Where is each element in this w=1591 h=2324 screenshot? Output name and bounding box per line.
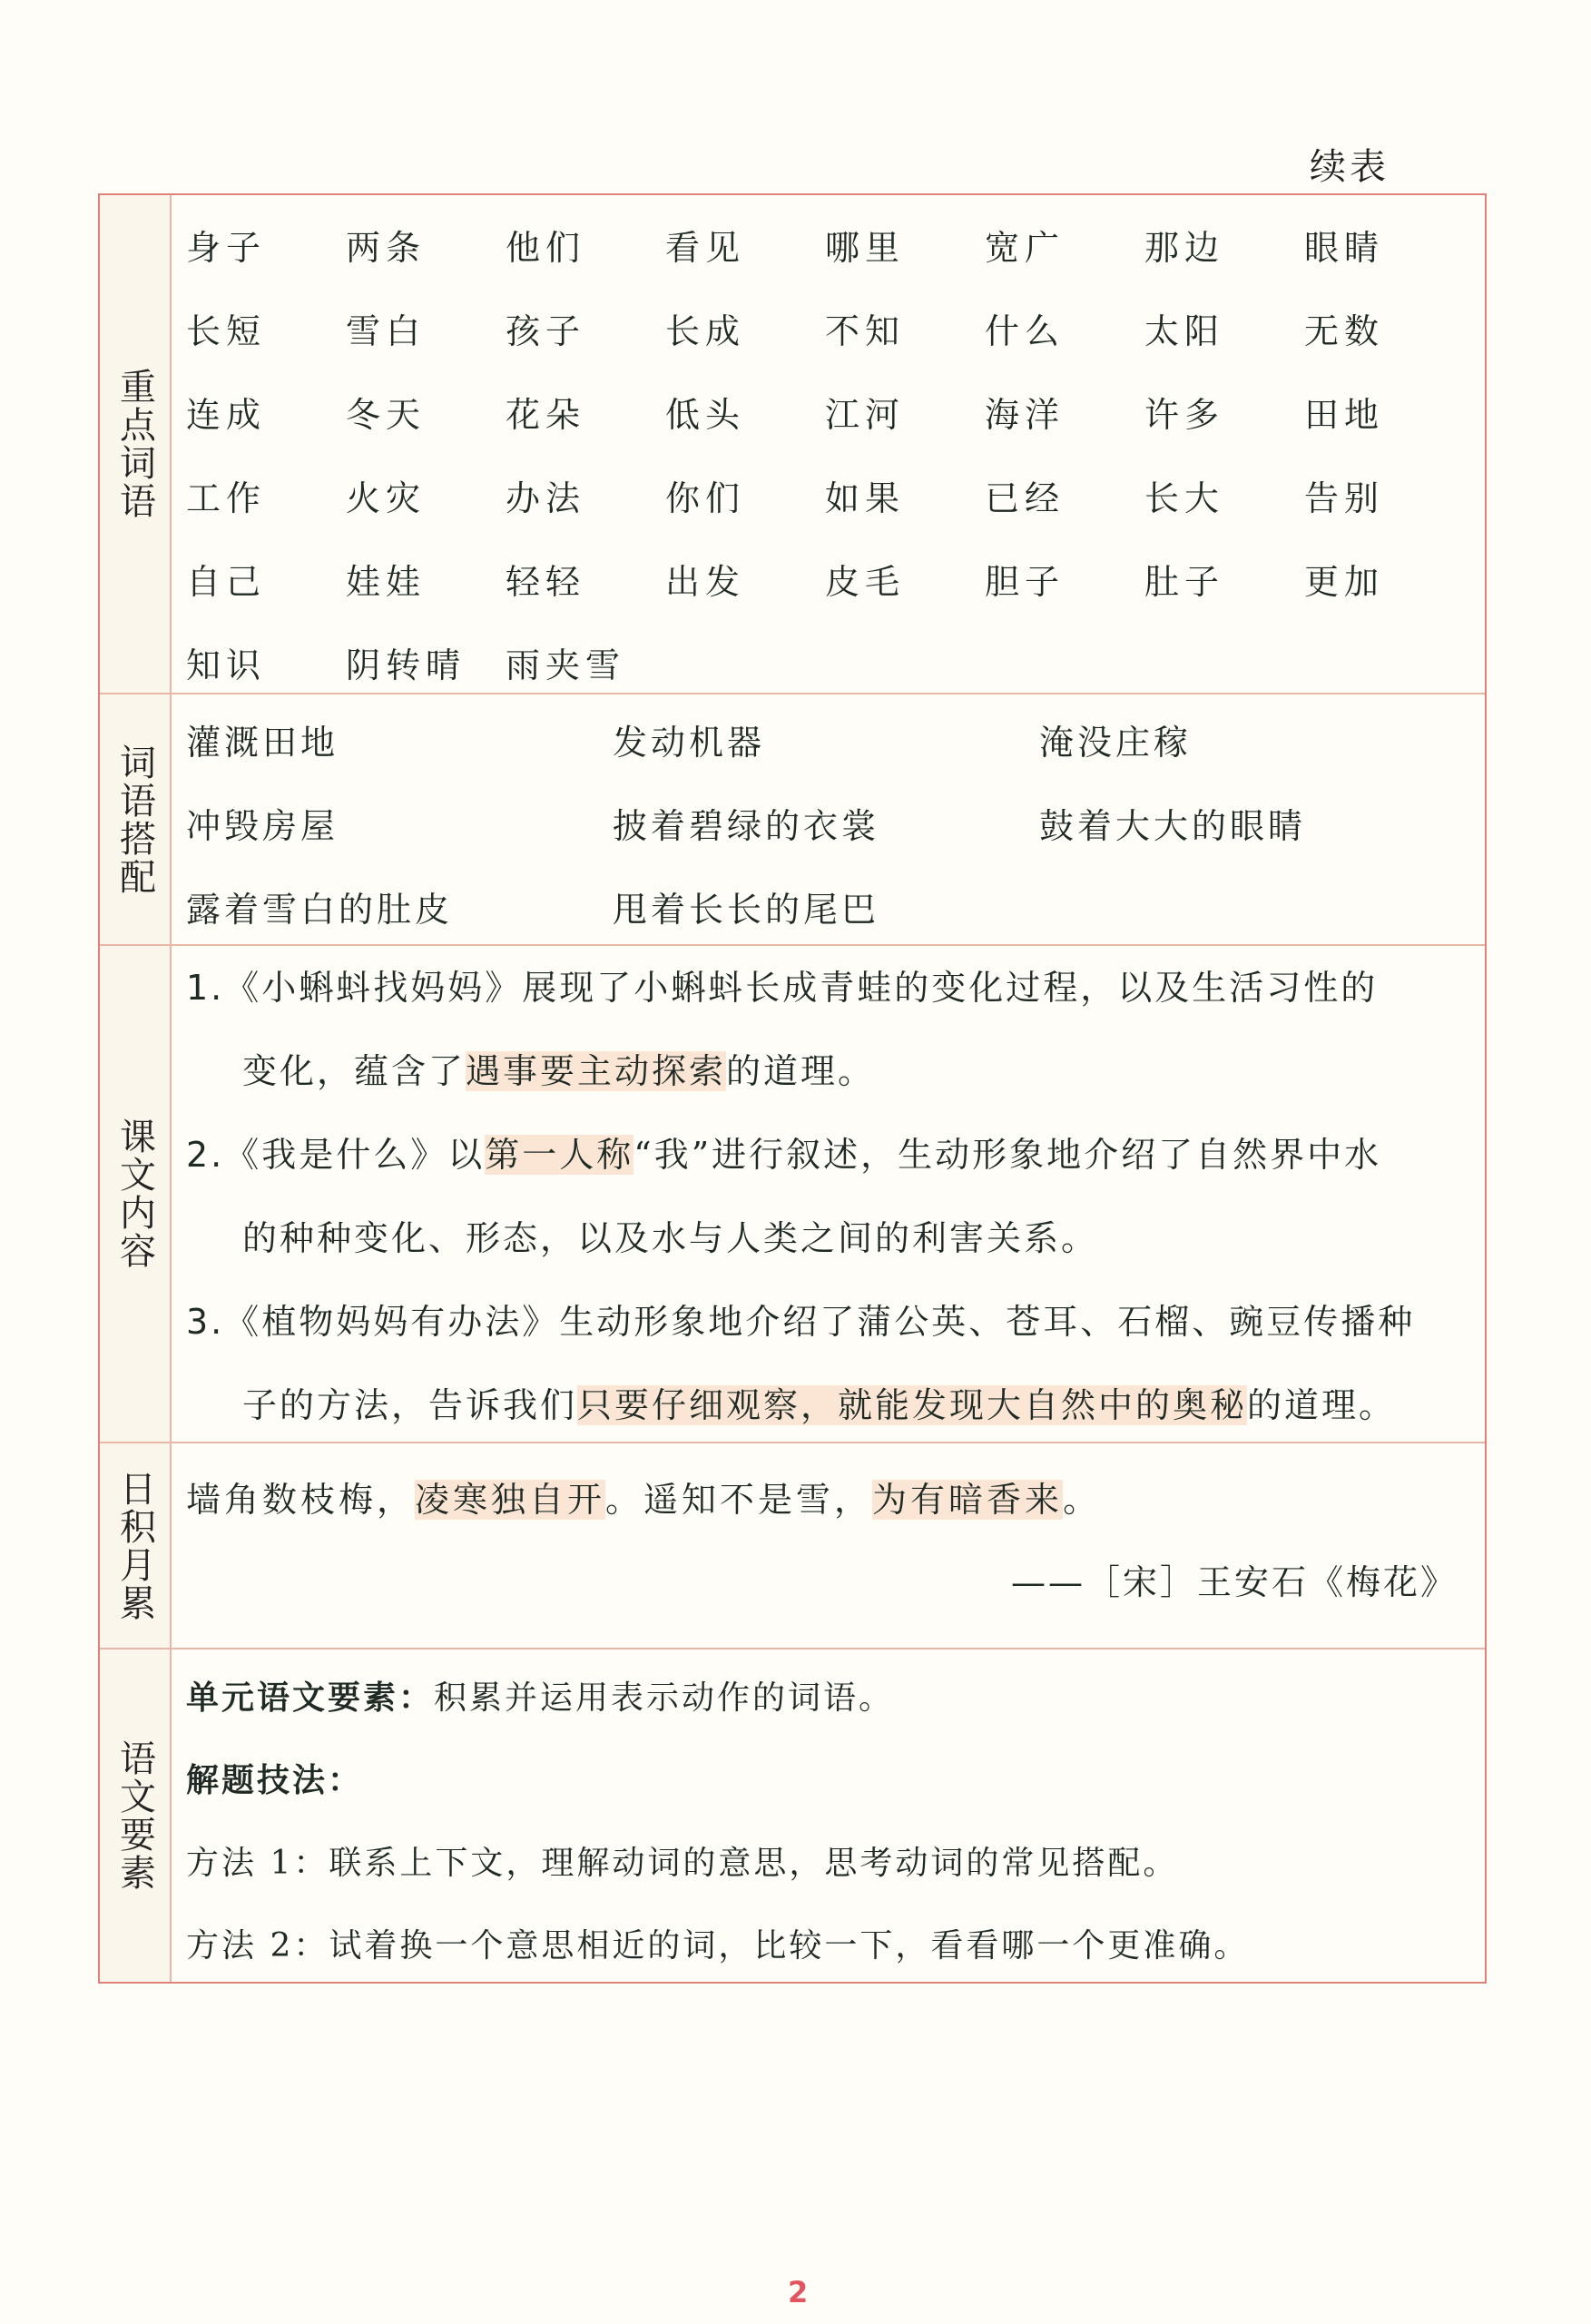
key-word: 看见 [665, 228, 746, 268]
lesson-summary-2-cont: 的种种变化、形态，以及水与人类之间的利害关系。 [242, 1218, 1099, 1258]
unit-element-title: 单元语文要素： [186, 1679, 435, 1717]
key-word: 阴转晴 [346, 645, 466, 685]
key-word: 无数 [1304, 311, 1385, 351]
key-words-row [100, 195, 1485, 694]
key-word: 花朵 [506, 395, 586, 435]
key-word: 工作 [186, 478, 267, 518]
daily-accumulation-content [186, 1443, 1467, 1648]
language-elements-content [186, 1649, 1467, 1982]
summary-table [98, 193, 1487, 1984]
key-word: 娃娃 [346, 562, 427, 602]
lesson-summary-2: 2.《我是什么》以第一人称“我”进行叙述，生动形象地介绍了自然界中水 [186, 1135, 1382, 1175]
collocation-item: 披着碧绿的衣裳 [613, 806, 880, 846]
text-content-label: 课文内容 [113, 1118, 156, 1270]
key-word: 皮毛 [825, 562, 906, 602]
unit-element: 单元语文要素：积累并运用表示动作的词语。 [186, 1679, 895, 1717]
method-1: 方法 1：联系上下文，理解动词的意思，思考动词的常见搭配。 [186, 1845, 1179, 1882]
key-word: 太阳 [1144, 311, 1225, 351]
technique-title: 解题技法： [186, 1762, 364, 1799]
daily-accumulation-label: 日积月累 [113, 1469, 156, 1622]
key-word: 冬天 [346, 395, 427, 435]
key-word: 雪白 [346, 311, 427, 351]
key-word: 那边 [1144, 228, 1225, 268]
key-words-content [186, 195, 1467, 693]
key-words-label-cell [100, 195, 172, 693]
daily-accumulation-row [100, 1443, 1485, 1649]
collocation-item: 淹没庄稼 [1039, 723, 1193, 763]
poem-text: 墙角数枝梅，凌寒独自开。遥知不是雪，为有暗香来。 [186, 1480, 1102, 1520]
key-word: 知识 [186, 645, 267, 685]
text-content-row [100, 946, 1485, 1443]
key-word: 孩子 [506, 311, 586, 351]
collocation-item: 鼓着大大的眼睛 [1039, 806, 1307, 846]
key-word: 告别 [1304, 478, 1385, 518]
collocation-item: 发动机器 [613, 723, 766, 763]
key-word: 两条 [346, 228, 427, 268]
key-word: 低头 [665, 395, 746, 435]
key-word: 什么 [985, 311, 1066, 351]
key-word: 自己 [186, 562, 267, 602]
key-word: 宽广 [985, 228, 1066, 268]
method-2: 方法 2：试着换一个意思相近的词，比较一下，看看哪一个更准确。 [186, 1927, 1250, 1965]
key-word: 许多 [1144, 395, 1225, 435]
language-elements-label: 语文要素 [113, 1739, 156, 1892]
collocations-content [186, 694, 1467, 944]
key-word: 长大 [1144, 478, 1225, 518]
collocations-grid [186, 694, 1467, 963]
key-word: 他们 [506, 228, 586, 268]
highlight: 凌寒独自开 [415, 1480, 606, 1520]
collocation-item: 甩着长长的尾巴 [613, 890, 880, 930]
key-word: 长短 [186, 311, 267, 351]
key-word: 连成 [186, 395, 267, 435]
key-word: 身子 [186, 228, 267, 268]
lesson-summary-1-cont: 变化，蕴含了遇事要主动探索的道理。 [242, 1051, 876, 1091]
language-elements-label-cell [100, 1649, 172, 1982]
collocations-label-cell [100, 694, 172, 944]
highlight: 为有暗香来 [872, 1480, 1064, 1520]
key-word: 哪里 [825, 228, 906, 268]
key-word: 更加 [1304, 562, 1385, 602]
key-word: 火灾 [346, 478, 427, 518]
daily-accumulation-label-cell [100, 1443, 172, 1648]
collocations-row [100, 694, 1485, 946]
key-word: 眼睛 [1304, 228, 1385, 268]
key-words-grid [186, 195, 1467, 719]
collocation-item: 露着雪白的肚皮 [186, 890, 454, 930]
key-word: 你们 [665, 478, 746, 518]
collocation-item: 冲毁房屋 [186, 806, 339, 846]
text-content-label-cell [100, 946, 172, 1442]
lesson-summary-1: 1.《小蝌蚪找妈妈》展现了小蝌蚪长成青蛙的变化过程，以及生活习性的 [186, 968, 1379, 1008]
highlight: 只要仔细观察，就能发现大自然中的奥秘 [577, 1385, 1248, 1425]
key-words-label: 重点词语 [113, 368, 156, 520]
key-word: 轻轻 [506, 562, 586, 602]
key-word: 肚子 [1144, 562, 1225, 602]
highlight: 第一人称 [485, 1135, 634, 1175]
highlight: 遇事要主动探索 [466, 1051, 727, 1091]
key-word: 已经 [985, 478, 1066, 518]
key-word: 办法 [506, 478, 586, 518]
lesson-summary-3: 3.《植物妈妈有办法》生动形象地介绍了蒲公英、苍耳、石榴、豌豆传播种 [186, 1302, 1416, 1342]
key-word: 胆子 [985, 562, 1066, 602]
continued-table-label: 续表 [1310, 146, 1390, 188]
language-elements-row [100, 1649, 1485, 1982]
key-word: 雨夹雪 [506, 645, 626, 685]
key-word: 长成 [665, 311, 746, 351]
collocation-item: 灌溉田地 [186, 723, 339, 763]
collocations-label: 词语搭配 [113, 743, 156, 896]
page-number: 2 [788, 2275, 809, 2309]
text-content-body [186, 946, 1467, 1442]
lesson-summary-3-cont: 子的方法，告诉我们只要仔细观察，就能发现大自然中的奥秘的道理。 [242, 1385, 1397, 1425]
key-word: 出发 [665, 562, 746, 602]
key-word: 海洋 [985, 395, 1066, 435]
poem-source: ——［宋］王安石《梅花》 [1010, 1562, 1458, 1602]
key-word: 如果 [825, 478, 906, 518]
key-word: 田地 [1304, 395, 1385, 435]
key-word: 不知 [825, 311, 906, 351]
key-word: 江河 [825, 395, 906, 435]
